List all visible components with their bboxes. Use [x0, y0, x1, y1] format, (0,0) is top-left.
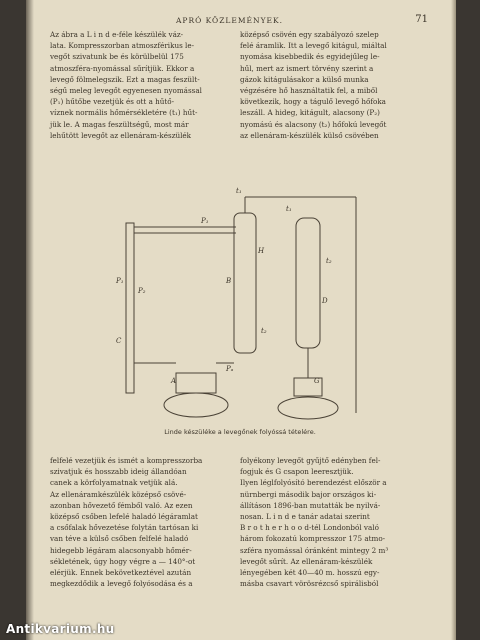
- watermark: Antikvarium.hu: [6, 622, 115, 636]
- linde-apparatus-diagram: [86, 183, 386, 423]
- page-number: 71: [415, 14, 428, 25]
- compressor-pipe: [126, 223, 134, 393]
- page-spine-shadow: [26, 0, 34, 640]
- label-h: H: [258, 247, 265, 255]
- label-g: G: [314, 377, 320, 385]
- label-c: C: [116, 337, 122, 345]
- text-column-top-right: középső csövén egy szabályozó szelep felé áramlik. Itt a levegő kitágul, miáltal nyomása kisebbedik és egyidejűleg le- hűl, mert az ismert törvény szerint a gázok kitágulásakor a külső munka végzésére hő használtatik fel, a miből következik, hogy a tágulő levegő hőfoka leszáll. A hideg, kitágult, alacsony (P₂) nyomású és alacsony (t₂) hőfokú levegőt az ellenáram-készülék külső csövében: [240, 30, 387, 140]
- book-page: [26, 0, 456, 640]
- counterflow-column: [234, 213, 256, 353]
- label-a: A: [171, 377, 177, 385]
- label-d: D: [322, 297, 328, 305]
- page-edge: [451, 0, 456, 640]
- liquefier-column: [296, 218, 320, 348]
- apparatus-figure: [86, 183, 386, 423]
- text-column-top-left: Az ábra a L i n d e-féle készülék váz- lata. Kompresszorban atmoszférikus le- vegőt szivatunk be és körülbelül 175 atmoszféra-nyomással sűrítjük. Ekkor a levegő fölmelegszik. Ezt a magas feszült- ségű meleg levegőt egyenesen nyomással (P₁) hűtőbe vezetjük és ott a hűtő- víznek normális hőmérsékletére (t₁) hűt- jük le. A magas feszültségű, most már lehűtött levegőt az ellenáram-készülék: [50, 30, 202, 140]
- text-column-bottom-left: felfelé vezetjük és ismét a kompresszorba szivatjuk és hosszabb ideig állandóan canek a körfolyamatnak vetjük alá. Az ellenáramkészülék középső csövé- azonban hővezető fémből való. Az ezen középső csőben lefelé haladó légáramlat a csőfalak hővezetése folytán tartósan ki van téve a külső csőben felfelé haladó hidegebb légáram alacsonyabb hőmér- sékletének, úgy hogy végre a — 140°-ot elérjük. Ennek bekövetkeztével azután megkezdődik a levegő folyósodása és a: [50, 456, 203, 589]
- text-column-bottom-right: folyékony levegőt gyűjtő edényben fel- fogjuk és G csapon leeresztjük. Ilyen léglfolyósító berendezést először a nürnbergi második bajor országos ki- állításon 1896-ban mutatták be nyilvá- nosan. L i n d e tanár adatai szerint B r o t h e r h o o d-tél Londonból való három fokozatú kompresszor 175 atmo- szféra nyomással óránként mintegy 2 m³ levegőt sűrít. Az ellenáram-készülék lényegében két 40—40 m. hosszú egy- másba csavart vörösrézcső spirálisból: [240, 456, 389, 589]
- label-b: B: [226, 277, 232, 285]
- label-t1: t₁: [236, 187, 242, 195]
- label-t2-lower: t₂: [261, 327, 267, 335]
- label-t2: t₂: [326, 257, 332, 265]
- compressor-body: [176, 373, 216, 393]
- collector-base: [278, 397, 338, 419]
- label-pa: Pₐ: [226, 365, 234, 373]
- label-p1-left: P₁: [116, 277, 124, 285]
- label-p1-top: P₁: [201, 217, 209, 225]
- compressor-base: [164, 393, 228, 417]
- label-p2: P₂: [138, 287, 146, 295]
- figure-caption: Linde készüléke a levegőnek folyóssá tételére.: [164, 428, 316, 436]
- label-t1-right: t₁: [286, 205, 292, 213]
- running-head: APRÓ KÖZLEMÉNYEK.: [176, 16, 283, 25]
